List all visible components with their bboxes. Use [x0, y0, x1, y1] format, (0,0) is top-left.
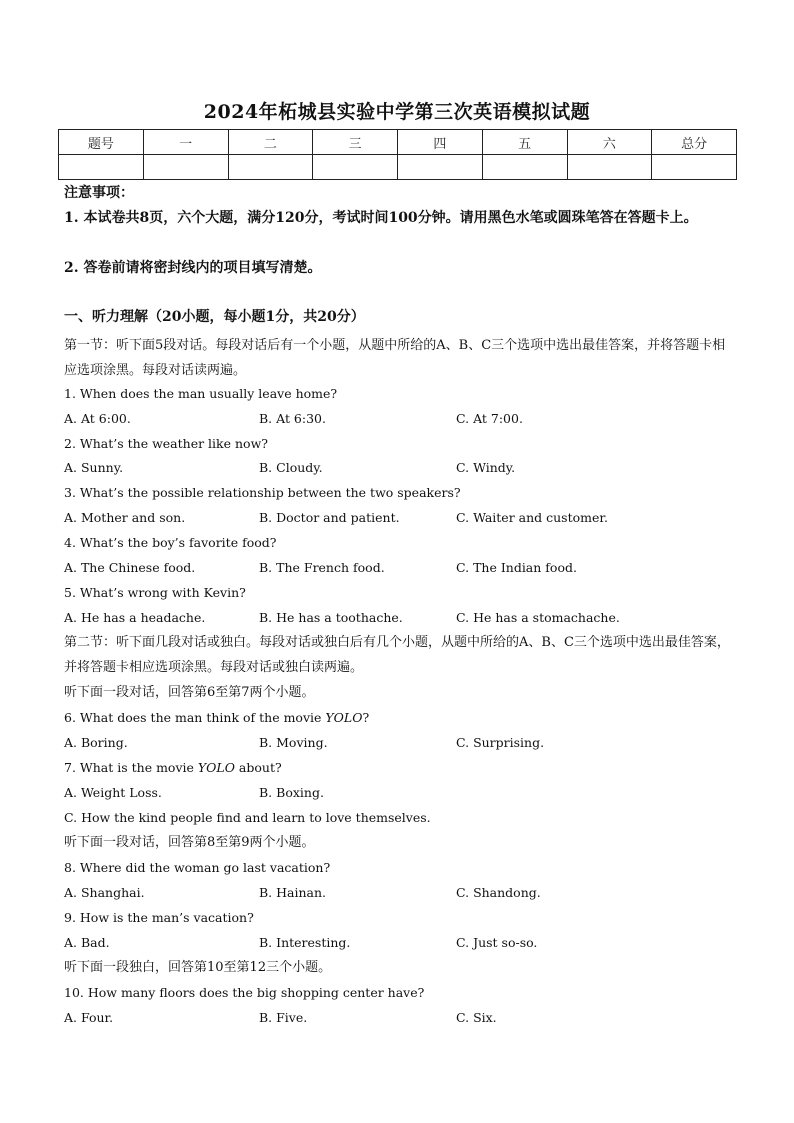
score-cell-part2: 二: [228, 130, 313, 155]
score-cell-total: 总分: [652, 130, 737, 155]
question-3: 3. What’s the possible relationship between the two speakers?: [64, 485, 461, 500]
q3-option-a: A. Mother and son.: [64, 510, 186, 525]
q7-option-c: C. How the kind people find and learn to love themselves.: [64, 810, 431, 825]
section2-intro: 第二节：听下面几段对话或独白。每段对话或独白后有几个小题，从题中所给的A、B、C三个选项中选出最佳答案，并将答题卡相应选项涂黑。每段对话或独白读两遍。: [64, 635, 730, 675]
q6-option-c: C. Surprising.: [456, 735, 545, 750]
exam-title: 2024年柘城县实验中学第三次英语模拟试题: [203, 101, 591, 123]
score-blank[interactable]: [59, 155, 144, 180]
question-6-text: 6. What does the man think of the movie: [64, 710, 326, 725]
q6-option-a: A. Boring.: [64, 735, 128, 750]
q2-option-b: B. Cloudy.: [259, 460, 323, 475]
score-cell-part6: 六: [567, 130, 652, 155]
q5-option-c: C. He has a stomachache.: [456, 610, 620, 625]
score-blank[interactable]: [567, 155, 652, 180]
question-7-text: 7. What is the movie: [64, 760, 198, 775]
score-cell-label: 题号: [59, 130, 144, 155]
q8-option-a: A. Shanghai.: [64, 885, 145, 900]
movie-title: YOLO: [197, 760, 235, 775]
section1-intro: 第一节：听下面5段对话。每段对话后有一个小题，从题中所给的A、B、C三个选项中选出最佳答案，并将答题卡相应选项涂黑。每段对话读两遍。: [64, 338, 726, 378]
q7-option-b: B. Boxing.: [259, 785, 324, 800]
q1-option-a: A. At 6:00.: [64, 411, 131, 426]
question-7: [64, 759, 282, 777]
q4-option-a: A. The Chinese food.: [64, 560, 196, 575]
instruction-q8-q9: 听下面一段对话，回答第8至第9两个小题。: [64, 835, 315, 850]
question-4: 4. What’s the boy’s favorite food?: [64, 535, 277, 550]
score-blank[interactable]: [313, 155, 398, 180]
question-8: 8. Where did the woman go last vacation?: [64, 860, 331, 875]
score-blank[interactable]: [398, 155, 483, 180]
movie-title: YOLO: [325, 710, 363, 725]
score-table-blank-row: [59, 155, 737, 180]
q2-option-c: C. Windy.: [456, 460, 516, 475]
q10-option-c: C. Six.: [456, 1010, 497, 1025]
q9-option-a: A. Bad.: [64, 935, 110, 950]
q10-option-b: B. Five.: [259, 1010, 308, 1025]
question-5: 5. What’s wrong with Kevin?: [64, 585, 246, 600]
question-9: 9. How is the man’s vacation?: [64, 910, 254, 925]
notes-item-1: 1. 本试卷共8页，六个大题，满分120分，考试时间100分钟。请用黑色水笔或圆珠笔答在答题卡上。: [64, 210, 698, 226]
q7-option-a: A. Weight Loss.: [64, 785, 162, 800]
q9-option-c: C. Just so-so.: [456, 935, 538, 950]
q4-option-b: B. The French food.: [259, 560, 385, 575]
q3-option-c: C. Waiter and customer.: [456, 510, 608, 525]
score-cell-part3: 三: [313, 130, 398, 155]
instruction-q6-q7: 听下面一段对话，回答第6至第7两个小题。: [64, 685, 315, 700]
question-6: [64, 709, 369, 727]
q2-option-a: A. Sunny.: [64, 460, 124, 475]
q9-option-b: B. Interesting.: [259, 935, 351, 950]
score-table: [58, 129, 737, 180]
question-6-end: ?: [362, 710, 370, 725]
q5-option-b: B. He has a toothache.: [259, 610, 403, 625]
q5-option-a: A. He has a headache.: [64, 610, 206, 625]
score-blank[interactable]: [652, 155, 737, 180]
q1-option-b: B. At 6:30.: [259, 411, 326, 426]
q8-option-b: B. Hainan.: [259, 885, 327, 900]
part1-heading: 一、听力理解（20小题，每小题1分，共20分）: [64, 309, 365, 325]
q1-option-c: C. At 7:00.: [456, 411, 523, 426]
q8-option-c: C. Shandong.: [456, 885, 541, 900]
score-cell-part1: 一: [143, 130, 228, 155]
instruction-q10-q12: 听下面一段独白，回答第10至第12三个小题。: [64, 960, 332, 975]
question-1: 1. When does the man usually leave home?: [64, 386, 338, 401]
notes-item-2: 2. 答卷前请将密封线内的项目填写清楚。: [64, 260, 322, 276]
q4-option-c: C. The Indian food.: [456, 560, 577, 575]
score-cell-part4: 四: [398, 130, 483, 155]
notes-heading: 注意事项：: [64, 185, 134, 201]
score-cell-part5: 五: [482, 130, 567, 155]
question-7-end: about?: [234, 760, 282, 775]
score-blank[interactable]: [228, 155, 313, 180]
question-2: 2. What’s the weather like now?: [64, 436, 268, 451]
score-blank[interactable]: [482, 155, 567, 180]
question-10: 10. How many floors does the big shopping center have?: [64, 985, 425, 1000]
q3-option-b: B. Doctor and patient.: [259, 510, 400, 525]
q6-option-b: B. Moving.: [259, 735, 328, 750]
score-blank[interactable]: [143, 155, 228, 180]
score-table-header-row: [59, 130, 737, 155]
q10-option-a: A. Four.: [64, 1010, 114, 1025]
